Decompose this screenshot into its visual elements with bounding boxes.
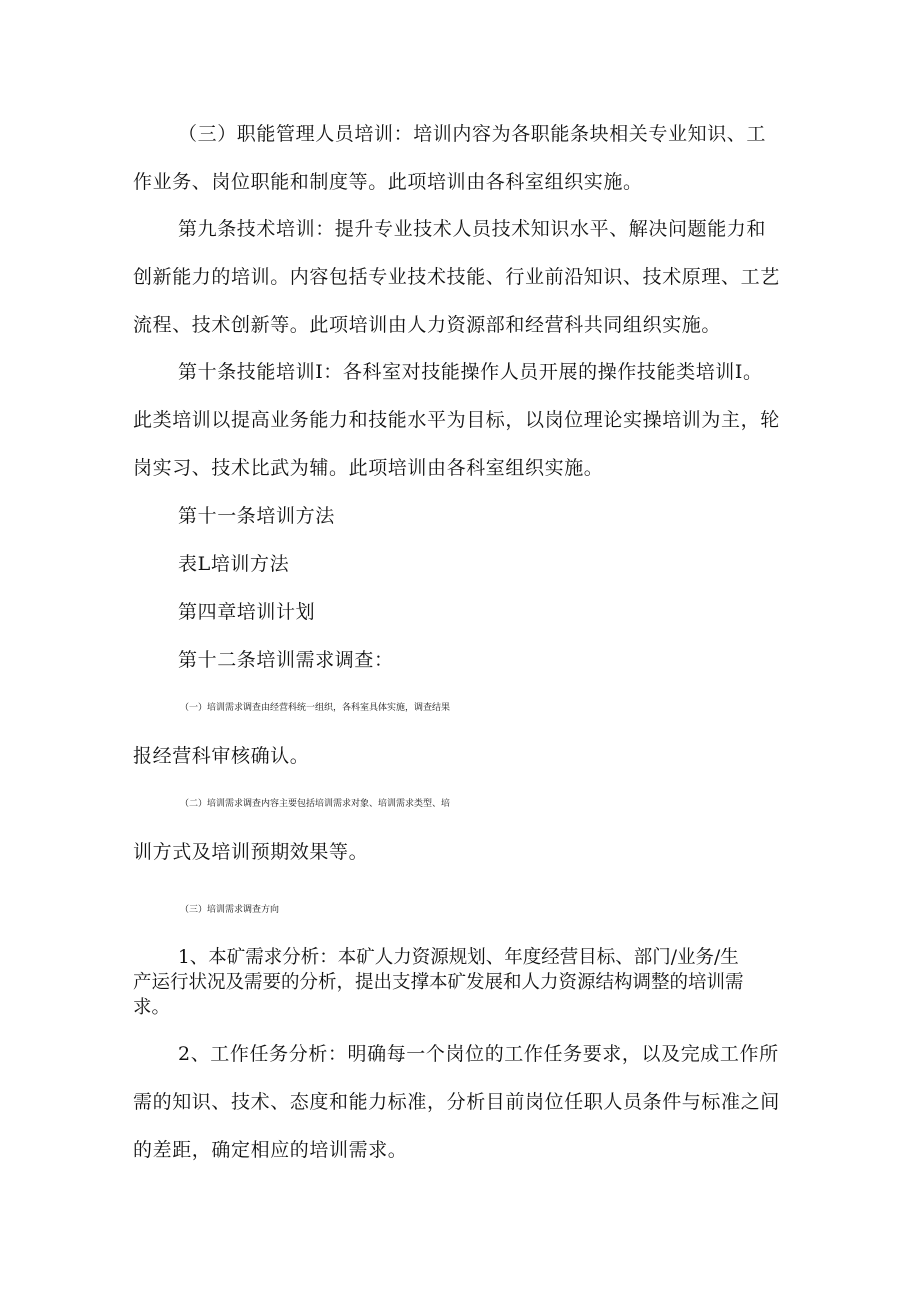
paragraph-line: （一）培训需求调查由经营科统一组织，各科室具体实施，调查结果 [180,703,451,713]
paragraph-line: 训方式及培训预期效果等。 [133,841,369,863]
paragraph-line: （三）职能管理人员培训：培训内容为各职能条块相关专业知识、工 [178,123,767,145]
paragraph-line: 1、本矿需求分析：本矿人力资源规划、年度经营目标、部门/业务/生 [178,947,739,968]
paragraph-line: 此类培训以提高业务能力和技能水平为目标，以岗位理论实操培训为主，轮 [133,409,780,431]
section-heading: 第十二条培训需求调查： [178,649,394,671]
paragraph-line: 作业务、岗位职能和制度等。此项培训由各科室组织实施。 [133,171,643,193]
paragraph-line: 2、工作任务分析：明确每一个岗位的工作任务要求，以及完成工作所 [178,1043,779,1065]
paragraph-line: 岗实习、技术比武为辅。此项培训由各科室组织实施。 [133,457,604,479]
paragraph-line: 报经营科审核确认。 [133,745,310,767]
paragraph-line: 第九条技术培训：提升专业技术人员技术知识水平、解决问题能力和 [178,218,767,240]
paragraph-line: （二）培训需求调查内容主要包括培训需求对象、培训需求类型、培 [180,799,451,809]
paragraph-line: 第十条技能培训I：各科室对技能操作人员开展的操作技能类培训I。 [178,361,763,383]
paragraph-line: 的差距，确定相应的培训需求。 [133,1139,408,1161]
table-caption: 表L培训方法 [178,553,290,575]
paragraph-line: 创新能力的培训。内容包括专业技术技能、行业前沿知识、技术原理、工艺 [133,266,780,288]
paragraph-line: 需的知识、技术、态度和能力标准，分析目前岗位任职人员条件与标准之间 [133,1091,780,1113]
chapter-heading: 第四章培训计划 [178,601,316,623]
paragraph-line: （三）培训需求调查方向 [180,905,280,915]
paragraph-line: 产运行状况及需要的分析，提出支撑本矿发展和人力资源结构调整的培训需 [133,972,744,993]
paragraph-line: 流程、技术创新等。此项培训由人力资源部和经营科共同组织实施。 [133,314,722,336]
section-heading: 第十一条培训方法 [178,505,335,527]
paragraph-line: 求。 [133,997,171,1018]
